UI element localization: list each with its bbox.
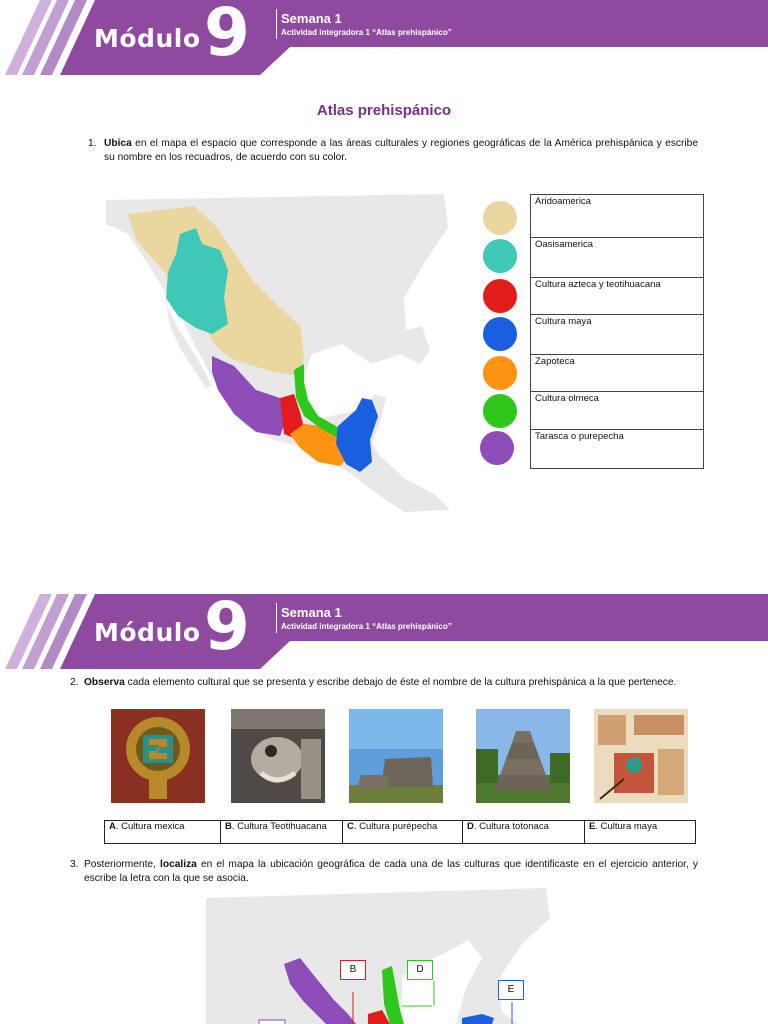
culture-name: . Cultura mexica (115, 821, 185, 832)
activity-label: Actividad integradora 1 “Atlas prehispánico” (281, 28, 452, 37)
legend-dot-olmeca (483, 394, 517, 428)
culture-letter: C (347, 821, 354, 832)
culture-cell-a[interactable] (105, 821, 221, 843)
module-number: 9 (204, 588, 250, 665)
image-totonaca-pyramid (476, 709, 570, 803)
image-maya-codex (594, 709, 688, 803)
answer-box-tarasca[interactable]: Tarasca o purepecha (530, 429, 704, 469)
map-tag-b[interactable]: B (340, 960, 366, 980)
image-teotihuacan-serpent (231, 709, 325, 803)
q1-number: 1. (88, 138, 97, 149)
image-aztec-ornament (111, 709, 205, 803)
q3-body: en el mapa la ubicación geográfica de cada una de las culturas que identificaste en el ejercicio anterior, y escribe la letra con la que se asocia. (84, 859, 698, 884)
culture-name: . Cultura Teotihuacana (231, 821, 327, 832)
answer-box-aridoamerica[interactable]: Aridoamerica (530, 194, 704, 238)
mesoamerica-map[interactable] (104, 194, 450, 512)
module-number: 9 (204, 0, 250, 71)
legend-dot-zapoteca (483, 356, 517, 390)
q3-bold: localiza (160, 859, 197, 870)
q2-bold: Observa (84, 677, 125, 688)
legend-dot-oasisamerica (483, 239, 517, 273)
week-label: Semana 1 (281, 11, 342, 26)
activity-label: Actividad integradora 1 “Atlas prehispánico” (281, 622, 452, 631)
legend-dot-aridoamerica (483, 201, 517, 235)
culture-cell-c[interactable] (343, 821, 463, 843)
header-banner (0, 0, 768, 75)
culture-cell-b[interactable] (221, 821, 343, 843)
land-gray (206, 888, 550, 1024)
culture-table (104, 820, 696, 844)
culture-cell-d[interactable] (463, 821, 585, 843)
legend-dot-azteca (483, 279, 517, 313)
answer-box-oasisamerica[interactable]: Oasisamerica (530, 237, 704, 278)
header-divider (276, 9, 277, 39)
image-purepecha-yacata (349, 709, 443, 803)
module-label: Módulo (94, 24, 201, 53)
header-divider (276, 603, 277, 633)
culture-name: . Cultura maya (595, 821, 658, 832)
q2-number: 2. (70, 677, 79, 688)
q2-text (84, 676, 698, 690)
answer-box-olmeca[interactable]: Cultura olmeca (530, 391, 704, 430)
q3-number: 3. (70, 859, 79, 870)
header-banner-page2 (0, 588, 768, 669)
answer-box-maya[interactable]: Cultura maya (530, 314, 704, 355)
q2-body: cada elemento cultural que se presenta y escribe debajo de éste el nombre de la cultura prehispánica a la que pertenece. (124, 677, 677, 688)
map-tag-d[interactable]: D (407, 960, 433, 980)
legend-dot-tarasca (480, 431, 514, 465)
q1-body: en el mapa el espacio que corresponde a las áreas culturales y regiones geográficas de la América prehispánica y escribe su nombre en los recuadros, de acuerdo con su color. (104, 138, 698, 163)
culture-cell-e[interactable] (585, 821, 695, 843)
culture-letter: A (109, 821, 116, 832)
culture-name: . Cultura purépecha (353, 821, 438, 832)
culture-letter: D (467, 821, 474, 832)
week-label: Semana 1 (281, 605, 342, 620)
map-tag-e[interactable]: E (498, 980, 524, 1000)
culture-letter: B (225, 821, 232, 832)
q1-text (104, 137, 698, 165)
answer-box-azteca[interactable]: Cultura azteca y teotihuacana (530, 277, 704, 315)
q3-text (84, 858, 698, 886)
page-title: Atlas prehispánico (316, 102, 452, 119)
location-map[interactable] (206, 888, 566, 1024)
q1-bold: Ubica (104, 138, 132, 149)
legend-dot-maya (483, 317, 517, 351)
answer-box-zapoteca[interactable]: Zapoteca (530, 354, 704, 392)
culture-letter: E (589, 821, 596, 832)
module-label: Módulo (94, 618, 201, 647)
culture-name: . Cultura totonaca (473, 821, 549, 832)
q3-pre: Posteriormente, (84, 859, 161, 870)
